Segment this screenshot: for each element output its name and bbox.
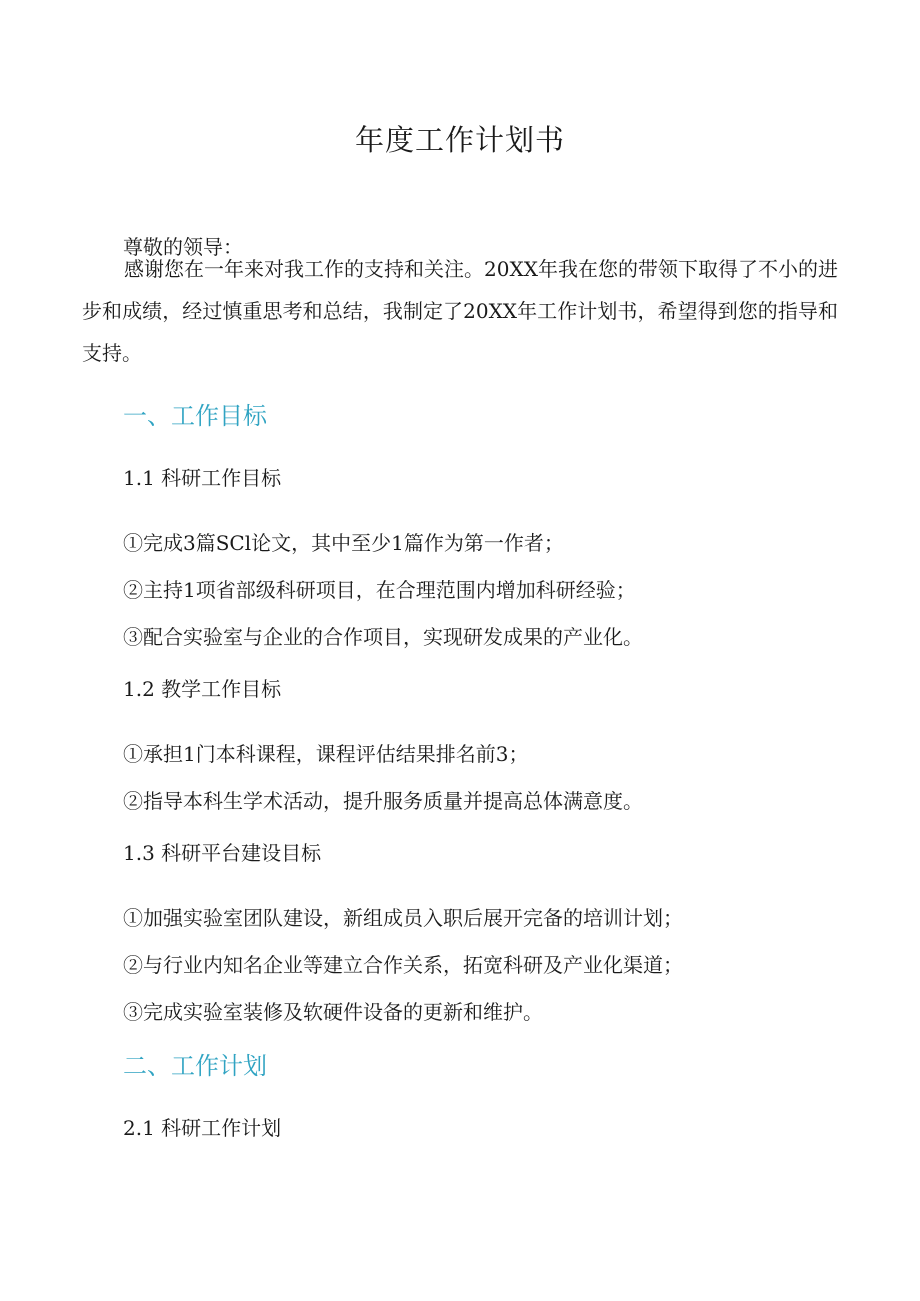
section-heading-plan: 二、工作计划 bbox=[123, 1052, 267, 1080]
subheading-platform-goals: 1.3 科研平台建设目标 bbox=[123, 841, 322, 865]
list-item: ①承担1门本科课程，课程评估结果排名前3； bbox=[123, 742, 529, 766]
subheading-research-goals: 1.1 科研工作目标 bbox=[123, 466, 282, 490]
section-heading-goals: 一、工作目标 bbox=[123, 402, 267, 430]
salutation: 尊敬的领导： bbox=[123, 235, 243, 259]
intro-paragraph: 感谢您在一年来对我工作的支持和关注。20XX年我在您的带领下取得了不小的进步和成绩，经过慎重思考和总结，我制定了20XX年工作计划书，希望得到您的指导和支持。 bbox=[82, 257, 838, 365]
list-item: ②主持1项省部级科研项目，在合理范围内增加科研经验； bbox=[123, 578, 636, 602]
subheading-research-plan: 2.1 科研工作计划 bbox=[123, 1116, 282, 1140]
list-item: ③配合实验室与企业的合作项目，实现研发成果的产业化。 bbox=[123, 625, 643, 649]
document-title: 年度工作计划书 bbox=[354, 123, 565, 157]
subheading-teaching-goals: 1.2 教学工作目标 bbox=[123, 677, 282, 701]
list-item: ②与行业内知名企业等建立合作关系，拓宽科研及产业化渠道； bbox=[123, 953, 683, 977]
list-item: ③完成实验室装修及软硬件设备的更新和维护。 bbox=[123, 1000, 543, 1024]
list-item: ①完成3篇SCl论文，其中至少1篇作为第一作者； bbox=[123, 531, 564, 555]
list-item: ②指导本科生学术活动，提升服务质量并提高总体满意度。 bbox=[123, 789, 643, 813]
list-item: ①加强实验室团队建设，新组成员入职后展开完备的培训计划； bbox=[123, 906, 683, 930]
